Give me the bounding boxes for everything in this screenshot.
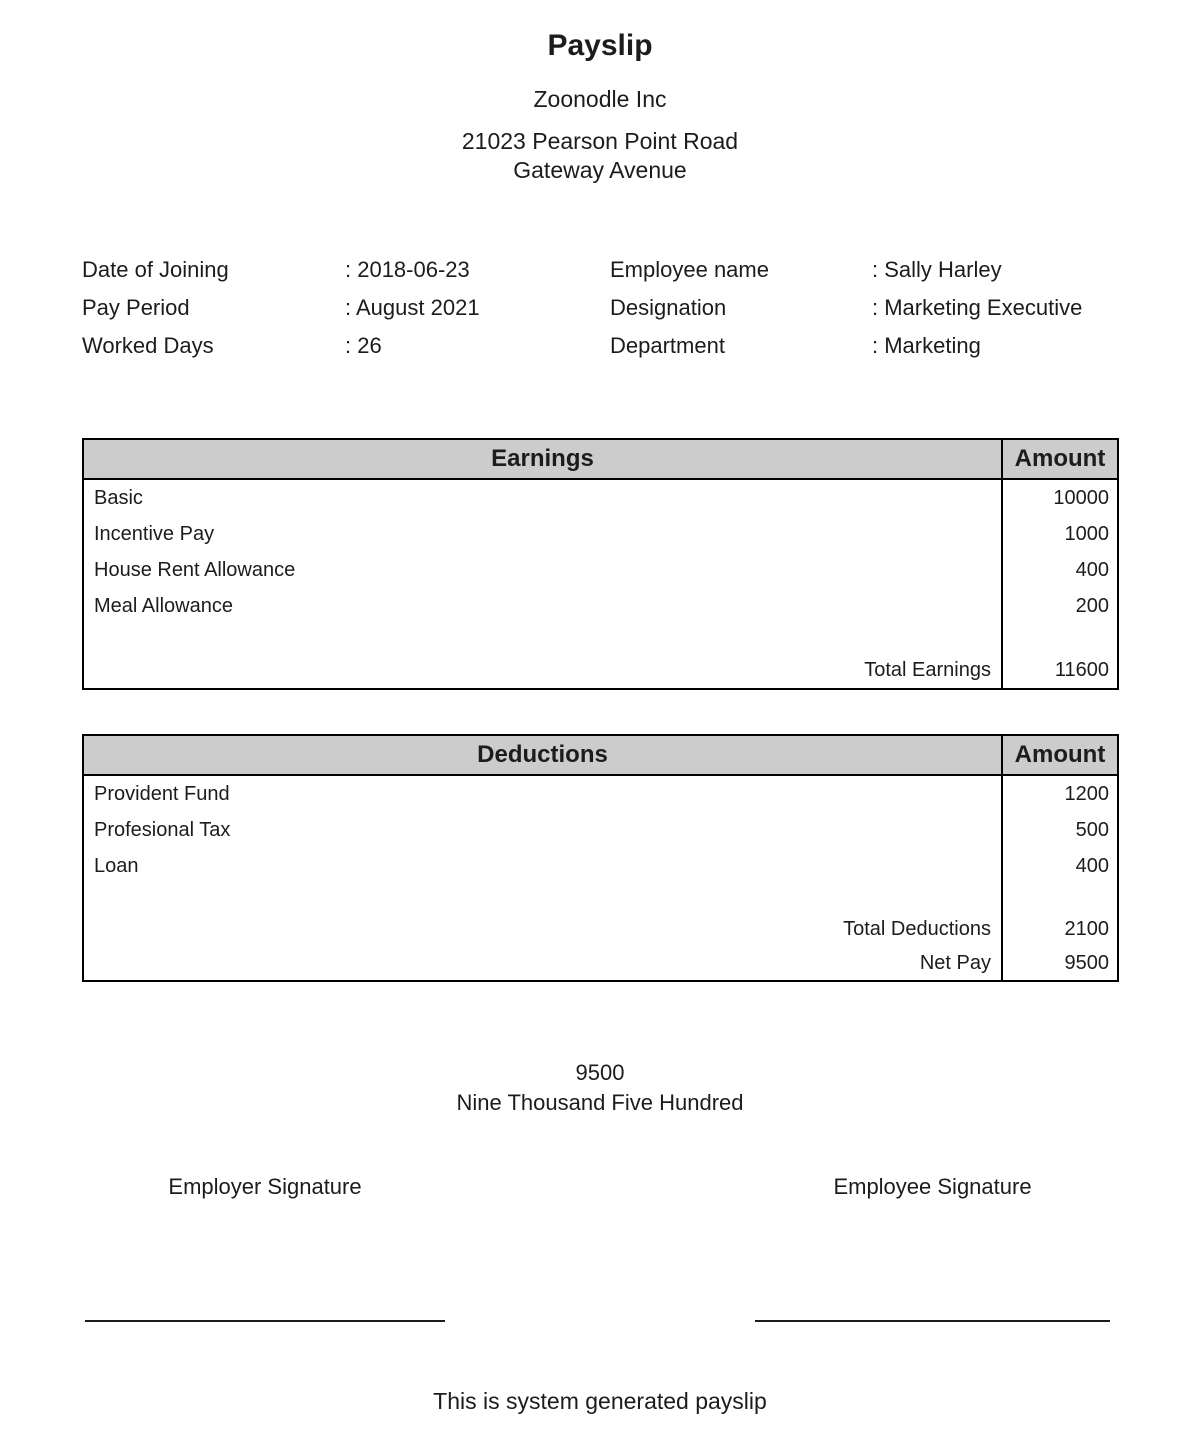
deductions-row-label: Profesional Tax	[94, 818, 231, 841]
earnings-table-title: Earnings	[84, 440, 1001, 480]
deductions-spacer-amount	[1001, 884, 1117, 912]
employee-signature-label: Employee Signature	[833, 1174, 1032, 1199]
earnings-row-label: House Rent Allowance	[94, 558, 296, 581]
deductions-spacer	[84, 884, 1001, 912]
net-pay-figure: 9500	[575, 1060, 625, 1085]
page-title: Payslip	[547, 29, 653, 62]
employee-signature-line	[755, 1320, 1110, 1322]
deductions-row-amount: 400	[1001, 848, 1117, 884]
info-label-employee-name: Employee name	[610, 257, 769, 282]
total-earnings-label: Total Earnings	[864, 658, 991, 681]
deductions-table	[82, 734, 1119, 982]
net-pay-amount: 9500	[1001, 946, 1117, 980]
system-generated-note: This is system generated payslip	[433, 1388, 767, 1414]
net-pay-label: Net Pay	[919, 951, 991, 974]
company-name: Zoonodle Inc	[533, 86, 667, 112]
earnings-row-label: Basic	[94, 486, 143, 509]
info-label-pay-period: Pay Period	[82, 295, 190, 320]
info-value-pay-period: : August 2021	[345, 295, 480, 320]
info-value-worked-days: : 26	[345, 333, 382, 358]
earnings-row-amount: 1000	[1001, 516, 1117, 552]
signature-section	[85, 1174, 1110, 1322]
info-value-designation: : Marketing Executive	[872, 295, 1083, 320]
total-deductions-amount: 2100	[1001, 912, 1117, 946]
total-earnings-amount: 11600	[1001, 652, 1117, 688]
earnings-row-amount: 200	[1001, 588, 1117, 624]
info-label-department: Department	[610, 333, 725, 358]
earnings-row-label: Incentive Pay	[94, 522, 215, 545]
total-deductions-label: Total Deductions	[843, 917, 991, 940]
deductions-amount-header: Amount	[1001, 736, 1117, 776]
employer-signature-line	[85, 1320, 445, 1322]
info-value-employee-name: : Sally Harley	[872, 257, 1002, 282]
deductions-row-label: Provident Fund	[94, 782, 230, 805]
info-value-date-of-joining: : 2018-06-23	[345, 257, 470, 282]
employer-signature-block	[85, 1174, 445, 1322]
company-address	[0, 127, 1200, 185]
net-pay-in-words: Nine Thousand Five Hundred	[456, 1090, 744, 1115]
employer-signature-label: Employer Signature	[168, 1174, 362, 1199]
info-label-designation: Designation	[610, 295, 727, 320]
net-pay-summary	[0, 1058, 1200, 1118]
earnings-row-amount: 400	[1001, 552, 1117, 588]
address-line-2: Gateway Avenue	[513, 157, 687, 183]
deductions-row-label: Loan	[94, 854, 139, 877]
earnings-row-amount: 10000	[1001, 480, 1117, 516]
address-line-1: 21023 Pearson Point Road	[461, 128, 739, 154]
employee-signature-block	[755, 1174, 1110, 1322]
earnings-table	[82, 438, 1119, 690]
earnings-spacer-amount	[1001, 624, 1117, 652]
info-label-worked-days: Worked Days	[82, 333, 214, 358]
document-header	[0, 0, 1200, 185]
deductions-row-amount: 1200	[1001, 776, 1117, 812]
info-label-date-of-joining: Date of Joining	[82, 257, 229, 282]
info-value-department: : Marketing	[872, 333, 981, 358]
earnings-amount-header: Amount	[1001, 440, 1117, 480]
deductions-table-title: Deductions	[84, 736, 1001, 776]
earnings-row-label: Meal Allowance	[94, 594, 233, 617]
deductions-row-amount: 500	[1001, 812, 1117, 848]
earnings-spacer	[84, 624, 1001, 652]
employee-info-section	[82, 251, 1200, 365]
